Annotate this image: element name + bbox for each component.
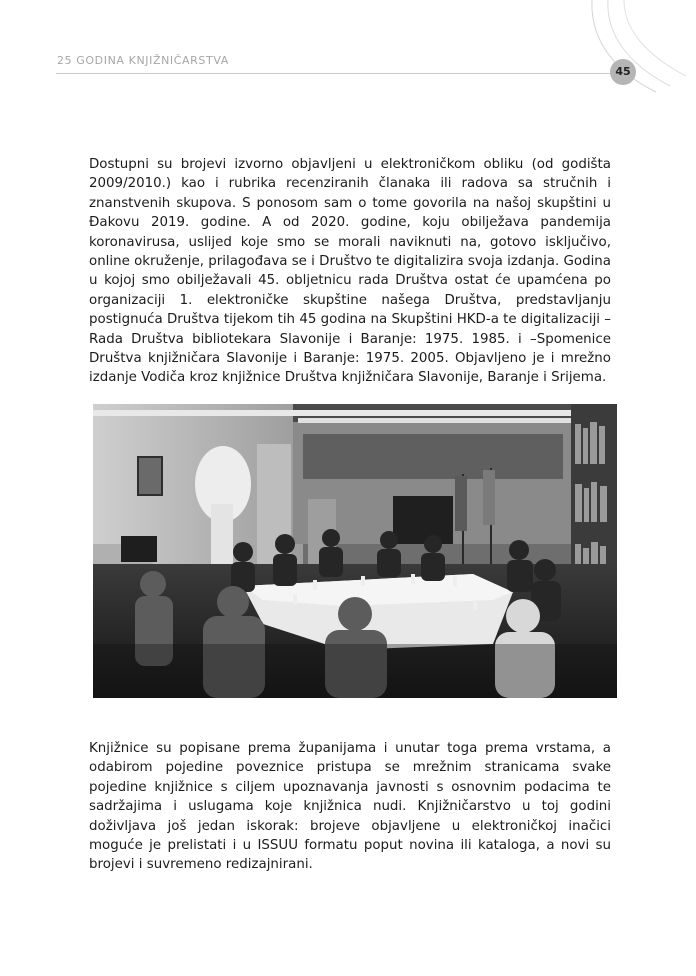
body-paragraph-1: Dostupni su brojevi izvorno objavljeni u elektroničkom obliku (od godišta 2009/2010.) kao i rubrika recenziranih članaka ili radova sa stručnih i znanstvenih skupova. S ponosom sam o tome govorila na našoj skupštini u Đakovu 2019. godine. A od 2020. godine, koju obilježava pandemija koronavirusa, uslijed koje smo se morali naviknuti na, gotovo isključivo, online okruženje, prilagođava se i Društvo te digitalizira svoja izdanja. Godina u kojoj smo obilježavali 45. obljetnicu rada Društva ostat će upamćena po organizaciji 1. elektroničke skupštine našega Društva, predstavljanju postignuća Društva tijekom tih 45 godina na Skupštini HKD-a te digitalizaciji –Rada Društva bibliotekara Slavonije i Baranje: 1975. 1985. i –Spomenice Društva knjižničara Slavonije i Baranje: 1975. 2005. Objavljeno je i mrežno izdanje Vodiča kroz knjižnice Društva knjižničara Slavonije, Baranje i Srijema. bbox=[89, 157, 611, 386]
header-rule bbox=[56, 73, 616, 74]
corner-decoration bbox=[560, 0, 696, 100]
body-paragraph-2: Knjižnice su popisane prema županijama i unutar toga prema vrstama, a odabirom pojedine poveznice pristupa se mrežnim stranicama svake pojedine knjižnice s ciljem upoznavanja javnosti s osnovnim podacima te sadržajima i uslugama koje knjižnica nudi. Knjižničarstvo u toj godini doživljava još jedan iskorak: brojeve objavljene u elektroničkoj inačici moguće je prelistati i u ISSUU formatu poput novina ili kataloga, a novi su brojevi i suvremeno redizajnirani. bbox=[89, 741, 611, 873]
page-number-badge: 45 bbox=[610, 59, 636, 85]
meeting-photo bbox=[93, 404, 617, 698]
running-head-title: 25 GODINA KNJIŽNIČARSTVA bbox=[57, 54, 229, 67]
